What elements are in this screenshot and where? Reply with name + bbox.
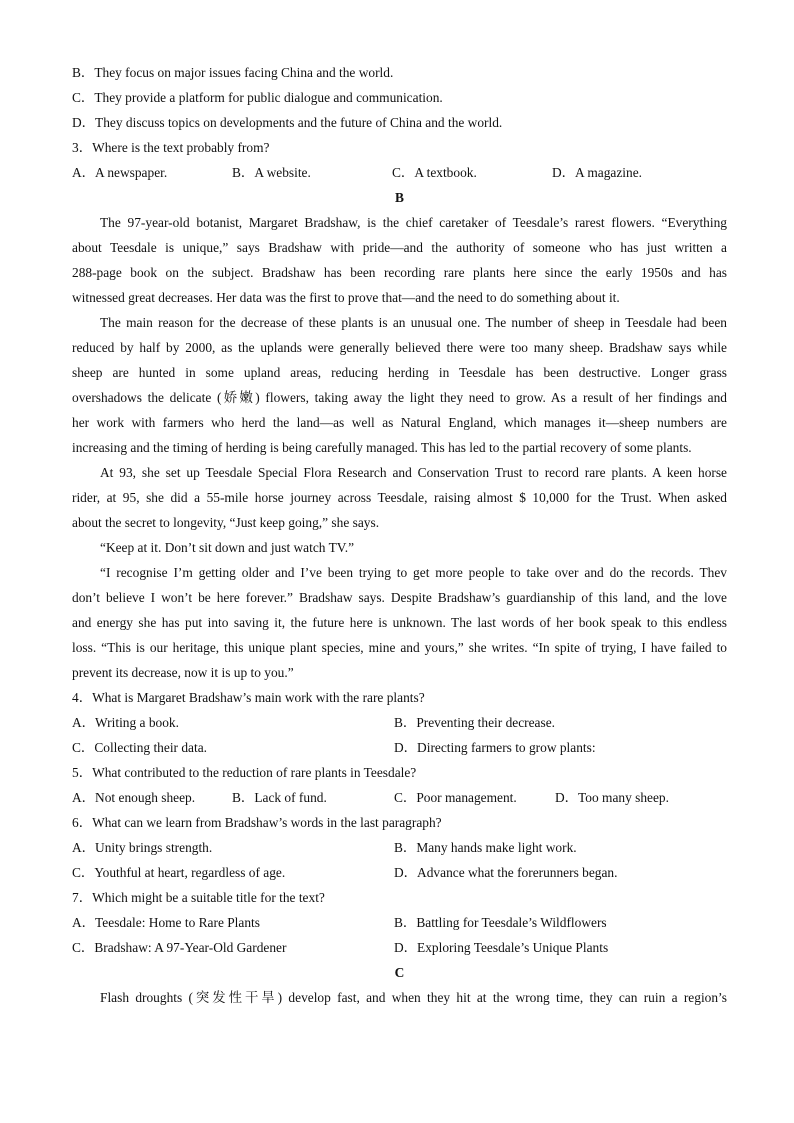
para5-line: loss. “This is our heritage, this unique plant species, mine and yours,” she writes. “In spite of trying, I have failed to	[72, 640, 727, 655]
section-b-heading: B	[395, 190, 404, 205]
q3-option-d: D．A magazine.	[552, 165, 642, 180]
para4: “Keep at it. Don’t sit down and just watch TV.”	[100, 540, 355, 555]
question-4: 4．What is Margaret Bradshaw’s main work with the rare plants?	[72, 690, 425, 705]
q5-option-d: D．Too many sheep.	[555, 790, 669, 805]
para2-line: her work with farmers who herd the land—as well as Natural England, which manages it—sheep numbers are	[72, 415, 727, 430]
para2-line: The main reason for the decrease of these plants is an unusual one. The number of sheep in Teesdale had been	[100, 315, 727, 330]
question-4-options	[72, 735, 727, 760]
question-3-options	[72, 160, 727, 185]
q5-option-b: B．Lack of fund.	[232, 790, 327, 805]
q3-option-a: A．A newspaper.	[72, 165, 168, 180]
option-d: D．They discuss topics on developments and the future of China and the world.	[72, 115, 503, 130]
section-c-heading: C	[394, 965, 405, 980]
q3-option-b: B．A website.	[232, 165, 311, 180]
question-3: 3．Where is the text probably from?	[72, 140, 270, 155]
question-7-options	[72, 910, 727, 935]
para2-line: overshadows the delicate (娇嫩) flowers, taking away the light they need to grow. As a result of her findings and	[72, 390, 727, 405]
para2-line: sheep are hunted in some upland areas, reducing herding in Teesdale has been destructive. Longer grass	[72, 365, 727, 380]
question-7-options	[72, 935, 727, 960]
question-6-options	[72, 835, 727, 860]
para3-line: rider, at 95, she did a 55-mile horse journey across Teesdale, raising almost $ 10,000 for the Trust. When asked	[72, 490, 727, 505]
para1-line: The 97-year-old botanist, Margaret Bradshaw, is the chief caretaker of Teesdale’s rarest flowers. “Everything	[100, 215, 727, 230]
option-b: B．They focus on major issues facing China and the world.	[72, 65, 394, 80]
para1-line: about Teesdale is unique,” says Bradshaw with pride—and the authority of someone who has just written a	[72, 240, 727, 255]
question-5-options	[72, 785, 727, 810]
q7-option-c: C．Bradshaw: A 97-Year-Old Gardener	[72, 940, 287, 955]
para5-line: “I recognise I’m getting older and I’ve been trying to get more people to take over and do the records. Thev	[100, 565, 727, 580]
para3-line: At 93, she set up Teesdale Special Flora Research and Conservation Trust to record rare plants. A keen horse	[100, 465, 727, 480]
q3-option-c: C．A textbook.	[392, 165, 477, 180]
q5-option-c: C．Poor management.	[394, 790, 517, 805]
para5-line: prevent its decrease, now it is up to you.”	[72, 665, 294, 680]
question-5: 5．What contributed to the reduction of rare plants in Teesdale?	[72, 765, 417, 780]
q4-option-a: A．Writing a book.	[72, 715, 179, 730]
q4-option-c: C．Collecting their data.	[72, 740, 207, 755]
para2-line: increasing and the timing of herding is being carefully managed. This has led to the partial recovery of some plants.	[72, 440, 692, 455]
para1-line: 288-page book on the subject. Bradshaw has been recording rare plants here since the early 1950s and has	[72, 265, 727, 280]
question-6: 6．What can we learn from Bradshaw’s words in the last paragraph?	[72, 815, 442, 830]
para1-line: witnessed great decreases. Her data was the first to prove that—and the need to do something about it.	[72, 290, 620, 305]
q7-option-a: A．Teesdale: Home to Rare Plants	[72, 915, 260, 930]
para5-line: and energy she has put into saving it, the future here is unknown. The last words of her book speak to this endless	[72, 615, 727, 630]
q7-option-b: B．Battling for Teesdale’s Wildflowers	[394, 915, 607, 930]
q6-option-d: D．Advance what the forerunners began.	[394, 865, 618, 880]
para3-line: about the secret to longevity, “Just keep going,” she says.	[72, 515, 380, 530]
q4-option-d: D．Directing farmers to grow plants:	[394, 740, 596, 755]
q6-option-a: A．Unity brings strength.	[72, 840, 213, 855]
option-c: C．They provide a platform for public dialogue and communication.	[72, 90, 443, 105]
q6-option-b: B．Many hands make light work.	[394, 840, 577, 855]
section-c-para1: Flash droughts (突发性干旱) develop fast, and when they hit at the wrong time, they can ruin a region’s	[100, 990, 727, 1005]
para2-line: reduced by half by 2000, as the uplands were generally believed there were too many sheep. Bradshaw says while	[72, 340, 727, 355]
q4-option-b: B．Preventing their decrease.	[394, 715, 556, 730]
q6-option-c: C．Youthful at heart, regardless of age.	[72, 865, 286, 880]
question-6-options	[72, 860, 727, 885]
exam-page	[72, 60, 727, 1010]
q5-option-a: A．Not enough sheep.	[72, 790, 196, 805]
para5-line: don’t believe I won’t be here forever.” Bradshaw says. Despite Bradshaw’s guardianship of this land, and the love	[72, 590, 727, 605]
q7-option-d: D．Exploring Teesdale’s Unique Plants	[394, 940, 609, 955]
question-7: 7．Which might be a suitable title for the text?	[72, 890, 325, 905]
question-4-options	[72, 710, 727, 735]
